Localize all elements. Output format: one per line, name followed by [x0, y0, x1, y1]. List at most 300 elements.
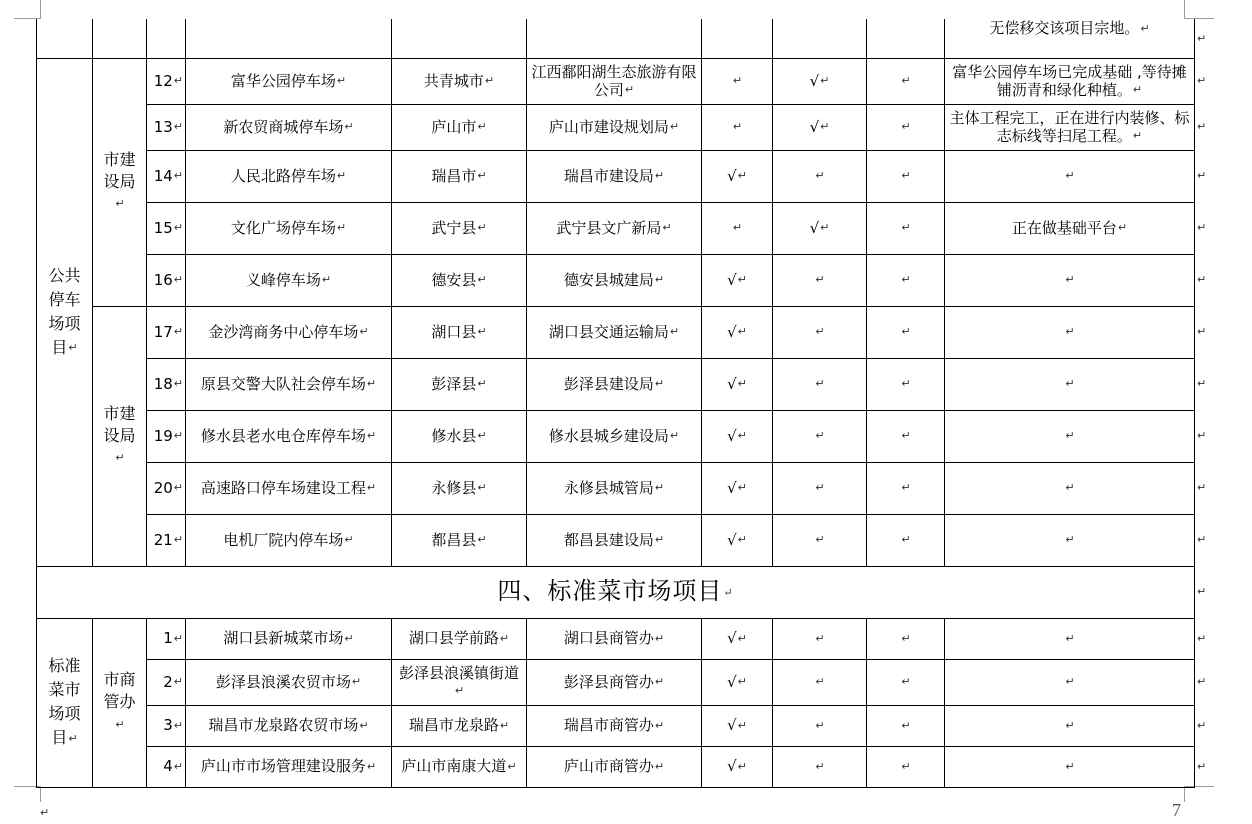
paragraph-mark-icon: ↵ [737, 718, 747, 732]
paragraph-mark-icon: ↵ [732, 120, 743, 134]
section-title-cell [37, 566, 1195, 618]
owner-text: 永修县城管局 [563, 478, 654, 497]
paragraph-mark-icon: ↵ [1065, 377, 1075, 391]
name-text: 电机厂院内停车场 [223, 530, 344, 549]
paragraph-mark-icon: ↵ [173, 169, 183, 183]
paragraph-mark-icon: ↵ [173, 429, 183, 443]
number-cell [147, 705, 186, 746]
owner-text: 都昌县建设局 [563, 530, 654, 549]
category-cell [37, 19, 93, 58]
paragraph-mark-icon: ↵ [344, 533, 354, 547]
number-cell [147, 58, 186, 104]
paragraph-mark-icon: ↵ [654, 759, 665, 773]
paragraph-mark-icon: ↵ [173, 759, 183, 773]
owner-cell [527, 659, 702, 705]
location-text: 修水县 [431, 426, 477, 445]
status-cell [773, 410, 867, 462]
paragraph-mark-icon: ↵ [901, 718, 911, 732]
paragraph-mark-icon: ↵ [477, 481, 487, 495]
paragraph-mark-icon: ↵ [669, 120, 680, 134]
paragraph-mark-icon: ↵ [115, 451, 125, 465]
location-text: 永修县 [431, 478, 477, 497]
table-row [37, 358, 1195, 410]
status-cell [773, 358, 867, 410]
status-cell [867, 254, 945, 306]
paragraph-mark-icon: ↵ [115, 717, 125, 731]
status-cell [702, 746, 773, 787]
row-end-mark-icon: ↵ [1197, 481, 1207, 494]
table-row [37, 104, 1195, 150]
note-cell [945, 705, 1195, 746]
name-cell [186, 306, 392, 358]
owner-cell [527, 306, 702, 358]
name-cell [186, 514, 392, 566]
number-text: 21 [153, 530, 173, 549]
status-text: √ [727, 478, 737, 497]
status-cell [702, 514, 773, 566]
table-row [37, 306, 1195, 358]
paragraph-mark-icon: ↵ [1065, 481, 1075, 495]
location-cell [392, 19, 527, 58]
status-cell [773, 254, 867, 306]
status-cell [867, 104, 945, 150]
note-cell [945, 410, 1195, 462]
row-end-mark-icon: ↵ [1197, 429, 1207, 442]
owner-text: 彭泽县商管办 [563, 672, 654, 691]
paragraph-mark-icon: ↵ [815, 377, 825, 391]
row-end-mark-icon: ↵ [1197, 120, 1207, 133]
paragraph-mark-icon: ↵ [477, 429, 487, 443]
table-row [37, 462, 1195, 514]
number-cell [147, 202, 186, 254]
status-cell [867, 306, 945, 358]
table-row [37, 202, 1195, 254]
location-cell [392, 462, 527, 514]
number-cell [147, 19, 186, 58]
name-text: 修水县老水电仓库停车场 [200, 426, 366, 445]
dept-text: 市建设局 [103, 403, 136, 445]
paragraph-mark-icon: ↵ [477, 273, 487, 287]
status-cell [867, 659, 945, 705]
status-cell [702, 19, 773, 58]
table-row [37, 19, 1195, 58]
crop-mark-bottom-right-v [1184, 786, 1185, 802]
paragraph-mark-icon: ↵ [173, 533, 183, 547]
paragraph-mark-icon: ↵ [732, 221, 743, 235]
table-row [37, 254, 1195, 306]
dept-text: 市建设局 [103, 149, 136, 191]
location-text: 湖口县学前路 [408, 629, 499, 648]
row-end-mark-icon: ↵ [1197, 631, 1207, 645]
note-text: 正在做基础平台 [1011, 218, 1117, 237]
location-text: 瑞昌市龙泉路 [408, 716, 499, 735]
paragraph-mark-icon: ↵ [477, 377, 487, 391]
paragraph-mark-icon: ↵ [820, 221, 830, 235]
number-text: 17 [153, 322, 173, 341]
paragraph-mark-icon: ↵ [359, 718, 369, 732]
name-cell [186, 19, 392, 58]
paragraph-mark-icon: ↵ [901, 273, 911, 287]
status-cell [702, 254, 773, 306]
name-text: 高速路口停车场建设工程 [200, 478, 366, 497]
location-text: 瑞昌市 [431, 166, 477, 185]
paragraph-mark-icon: ↵ [499, 631, 510, 645]
paragraph-mark-icon: ↵ [815, 325, 825, 339]
number-cell [147, 618, 186, 659]
paragraph-mark-icon: ↵ [669, 429, 680, 443]
paragraph-mark-icon: ↵ [1132, 83, 1143, 97]
paragraph-mark-icon: ↵ [499, 718, 510, 732]
location-cell [392, 306, 527, 358]
paragraph-mark-icon: ↵ [1065, 273, 1075, 287]
owner-cell [527, 150, 702, 202]
name-text: 文化广场停车场 [230, 218, 336, 237]
status-cell [702, 410, 773, 462]
paragraph-mark-icon: ↵ [737, 631, 747, 645]
location-text: 庐山市 [431, 117, 477, 136]
name-cell [186, 254, 392, 306]
name-text: 金沙湾商务中心停车场 [208, 322, 359, 341]
paragraph-mark-icon: ↵ [901, 429, 911, 443]
paragraph-mark-icon: ↵ [1132, 129, 1143, 143]
paragraph-mark-icon: ↵ [173, 74, 183, 88]
name-cell [186, 58, 392, 104]
status-cell [773, 659, 867, 705]
paragraph-mark-icon: ↵ [1065, 169, 1075, 183]
note-cell [945, 254, 1195, 306]
paragraph-mark-icon: ↵ [1065, 631, 1075, 645]
location-text: 武宁县 [431, 218, 477, 237]
status-cell [867, 19, 945, 58]
owner-text: 湖口县商管办 [563, 629, 654, 648]
location-cell [392, 104, 527, 150]
status-cell [702, 150, 773, 202]
status-text: √ [727, 374, 737, 393]
number-cell [147, 659, 186, 705]
owner-text: 彭泽县建设局 [563, 374, 654, 393]
paragraph-mark-icon: ↵ [477, 325, 487, 339]
owner-cell [527, 618, 702, 659]
status-text: √ [727, 530, 737, 549]
status-cell [702, 462, 773, 514]
status-cell [702, 104, 773, 150]
paragraph-mark-icon: ↵ [1065, 759, 1075, 773]
number-text: 15 [153, 218, 173, 237]
status-cell [773, 19, 867, 58]
owner-text: 瑞昌市建设局 [563, 166, 654, 185]
paragraph-mark-icon: ↵ [454, 684, 465, 698]
paragraph-mark-icon: ↵ [815, 718, 825, 732]
paragraph-mark-icon: ↵ [1117, 221, 1128, 235]
paragraph-mark-icon: ↵ [173, 377, 183, 391]
location-cell [392, 514, 527, 566]
project-table [36, 19, 1195, 788]
note-cell [945, 58, 1195, 104]
status-cell [773, 462, 867, 514]
paragraph-mark-icon: ↵ [477, 120, 487, 134]
paragraph-mark-icon: ↵ [737, 759, 747, 773]
owner-cell [527, 58, 702, 104]
location-cell [392, 659, 527, 705]
location-cell [392, 618, 527, 659]
name-cell [186, 202, 392, 254]
paragraph-mark-icon: ↵ [40, 806, 50, 819]
paragraph-mark-icon: ↵ [484, 74, 495, 88]
paragraph-mark-icon: ↵ [344, 631, 354, 645]
row-end-mark-icon: ↵ [1197, 74, 1207, 87]
status-cell [773, 150, 867, 202]
status-cell [867, 618, 945, 659]
location-cell [392, 705, 527, 746]
note-cell [945, 746, 1195, 787]
paragraph-mark-icon: ↵ [815, 429, 825, 443]
note-text: 无偿移交该项目宗地。 [989, 19, 1140, 37]
status-cell [867, 514, 945, 566]
paragraph-mark-icon: ↵ [901, 169, 911, 183]
name-cell [186, 618, 392, 659]
status-text: √ [727, 629, 737, 648]
owner-cell [527, 254, 702, 306]
owner-cell [527, 514, 702, 566]
row-end-mark-icon: ↵ [1197, 169, 1207, 182]
location-text: 彭泽县 [431, 374, 477, 393]
row-end-mark-icon: ↵ [1197, 718, 1207, 732]
number-cell [147, 306, 186, 358]
dept-cell [93, 58, 147, 306]
paragraph-mark-icon: ↵ [173, 221, 183, 235]
paragraph-mark-icon: ↵ [336, 221, 347, 235]
row-end-mark-icon: ↵ [1197, 675, 1207, 688]
table-row [37, 746, 1195, 787]
paragraph-mark-icon: ↵ [737, 377, 747, 391]
paragraph-mark-icon: ↵ [654, 718, 665, 732]
row-end-mark-icon: ↵ [1197, 585, 1207, 598]
paragraph-mark-icon: ↵ [1140, 21, 1150, 35]
paragraph-mark-icon: ↵ [732, 74, 743, 88]
row-end-mark-icon: ↵ [1197, 325, 1207, 338]
category-cell [37, 618, 93, 787]
owner-text: 德安县城建局 [563, 270, 654, 289]
paragraph-mark-icon: ↵ [654, 631, 665, 645]
table-row [37, 618, 1195, 659]
paragraph-mark-icon: ↵ [173, 675, 183, 689]
row-end-mark-icon: ↵ [1197, 377, 1207, 390]
name-text: 原县交警大队社会停车场 [200, 374, 366, 393]
status-text: √ [727, 270, 737, 289]
number-text: 20 [153, 478, 173, 497]
status-text: √ [727, 757, 737, 776]
status-cell [867, 58, 945, 104]
status-cell [867, 150, 945, 202]
status-cell [702, 358, 773, 410]
paragraph-mark-icon: ↵ [173, 120, 183, 134]
owner-cell [527, 410, 702, 462]
owner-cell [527, 104, 702, 150]
paragraph-mark-icon: ↵ [344, 120, 354, 134]
paragraph-mark-icon: ↵ [477, 221, 487, 235]
status-cell [867, 410, 945, 462]
paragraph-mark-icon: ↵ [654, 377, 665, 391]
status-cell [702, 202, 773, 254]
number-cell [147, 254, 186, 306]
paragraph-mark-icon: ↵ [815, 169, 825, 183]
paragraph-mark-icon: ↵ [737, 169, 747, 183]
status-cell [773, 104, 867, 150]
paragraph-mark-icon: ↵ [173, 631, 183, 645]
number-cell [147, 514, 186, 566]
location-cell [392, 358, 527, 410]
name-text: 义峰停车场 [245, 270, 321, 289]
paragraph-mark-icon: ↵ [477, 533, 487, 547]
owner-text: 武宁县文广新局 [556, 218, 662, 237]
status-text: √ [809, 218, 820, 237]
paragraph-mark-icon: ↵ [737, 533, 747, 547]
status-cell [702, 58, 773, 104]
table-row [37, 58, 1195, 104]
paragraph-mark-icon: ↵ [1065, 325, 1075, 339]
status-cell [773, 58, 867, 104]
number-text: 13 [153, 117, 173, 136]
paragraph-mark-icon: ↵ [507, 759, 517, 773]
note-cell [945, 150, 1195, 202]
paragraph-mark-icon: ↵ [351, 675, 362, 689]
paragraph-mark-icon: ↵ [366, 759, 377, 773]
status-text: √ [809, 71, 820, 90]
paragraph-mark-icon: ↵ [662, 221, 672, 235]
number-text: 4 [163, 757, 173, 776]
status-text: √ [727, 716, 737, 735]
paragraph-mark-icon: ↵ [815, 675, 825, 689]
paragraph-mark-icon: ↵ [654, 675, 665, 689]
status-cell [702, 659, 773, 705]
note-cell [945, 514, 1195, 566]
status-cell [773, 618, 867, 659]
paragraph-mark-icon: ↵ [173, 718, 183, 732]
paragraph-mark-icon: ↵ [68, 341, 78, 355]
number-text: 14 [153, 166, 173, 185]
status-text: √ [727, 672, 737, 691]
paragraph-mark-icon: ↵ [624, 83, 635, 97]
note-cell [945, 618, 1195, 659]
status-cell [773, 306, 867, 358]
name-cell [186, 659, 392, 705]
owner-cell [527, 19, 702, 58]
name-text: 人民北路停车场 [230, 166, 336, 185]
dept-cell [93, 19, 147, 58]
owner-cell [527, 705, 702, 746]
dept-cell [93, 618, 147, 787]
project-table-container [36, 19, 1195, 788]
crop-mark-bottom-left-v [40, 786, 41, 802]
status-cell [773, 705, 867, 746]
paragraph-mark-icon: ↵ [115, 197, 125, 211]
name-cell [186, 705, 392, 746]
owner-text: 修水县城乡建设局 [548, 426, 669, 445]
paragraph-mark-icon: ↵ [173, 481, 183, 495]
paragraph-mark-icon: ↵ [1065, 675, 1075, 689]
dept-cell [93, 306, 147, 566]
paragraph-mark-icon: ↵ [366, 481, 377, 495]
note-text: 富华公园停车场已完成基础 ,等待摊铺沥青和绿化种植。 [952, 62, 1187, 99]
status-text: √ [727, 322, 737, 341]
name-cell [186, 746, 392, 787]
location-cell [392, 202, 527, 254]
paragraph-mark-icon: ↵ [901, 377, 911, 391]
number-cell [147, 358, 186, 410]
table-row [37, 150, 1195, 202]
note-cell [945, 659, 1195, 705]
crop-mark-top-right-v [1184, 0, 1185, 18]
owner-cell [527, 202, 702, 254]
name-cell [186, 462, 392, 514]
paragraph-mark-icon: ↵ [901, 120, 911, 134]
location-text: 共青城市 [423, 71, 484, 90]
paragraph-mark-icon: ↵ [723, 585, 734, 599]
name-text: 瑞昌市龙泉路农贸市场 [208, 716, 359, 735]
paragraph-mark-icon: ↵ [336, 74, 347, 88]
status-text: √ [727, 426, 737, 445]
owner-cell [527, 746, 702, 787]
status-cell [773, 202, 867, 254]
category-cell [37, 58, 93, 566]
owner-text: 江西鄱阳湖生态旅游有限公司 [531, 62, 697, 99]
paragraph-mark-icon: ↵ [901, 675, 911, 689]
owner-text: 湖口县交通运输局 [548, 322, 669, 341]
number-text: 19 [153, 426, 173, 445]
paragraph-mark-icon: ↵ [901, 481, 911, 495]
paragraph-mark-icon: ↵ [901, 759, 911, 773]
paragraph-mark-icon: ↵ [820, 120, 830, 134]
paragraph-mark-icon: ↵ [737, 481, 747, 495]
location-cell [392, 254, 527, 306]
number-text: 18 [153, 374, 173, 393]
paragraph-mark-icon: ↵ [901, 74, 911, 88]
paragraph-mark-icon: ↵ [901, 325, 911, 339]
paragraph-mark-icon: ↵ [173, 325, 183, 339]
number-cell [147, 410, 186, 462]
status-text: √ [809, 117, 820, 136]
location-text: 彭泽县浪溪镇街道 [398, 663, 519, 682]
location-text: 德安县 [431, 270, 477, 289]
paragraph-mark-icon: ↵ [815, 631, 825, 645]
status-cell [867, 705, 945, 746]
page-number: 7 [1172, 800, 1181, 820]
location-text: 都昌县 [431, 530, 477, 549]
name-cell [186, 104, 392, 150]
number-cell [147, 462, 186, 514]
owner-cell [527, 358, 702, 410]
location-text: 庐山市南康大道 [401, 757, 507, 776]
section-title: 四、标准菜市场项目 [497, 577, 723, 606]
paragraph-mark-icon: ↵ [654, 533, 665, 547]
paragraph-mark-icon: ↵ [336, 169, 347, 183]
paragraph-mark-icon: ↵ [68, 731, 78, 745]
status-cell [867, 462, 945, 514]
number-cell [147, 104, 186, 150]
dept-text: 市商管办 [103, 670, 136, 712]
number-text: 16 [153, 270, 173, 289]
paragraph-mark-icon: ↵ [737, 675, 747, 689]
owner-text: 庐山市商管办 [563, 757, 654, 776]
paragraph-mark-icon: ↵ [815, 273, 825, 287]
name-cell [186, 358, 392, 410]
paragraph-mark-icon: ↵ [737, 325, 747, 339]
row-end-mark-icon: ↵ [1197, 533, 1207, 546]
name-cell [186, 410, 392, 462]
owner-cell [527, 462, 702, 514]
paragraph-mark-icon: ↵ [359, 325, 369, 339]
note-cell [945, 462, 1195, 514]
